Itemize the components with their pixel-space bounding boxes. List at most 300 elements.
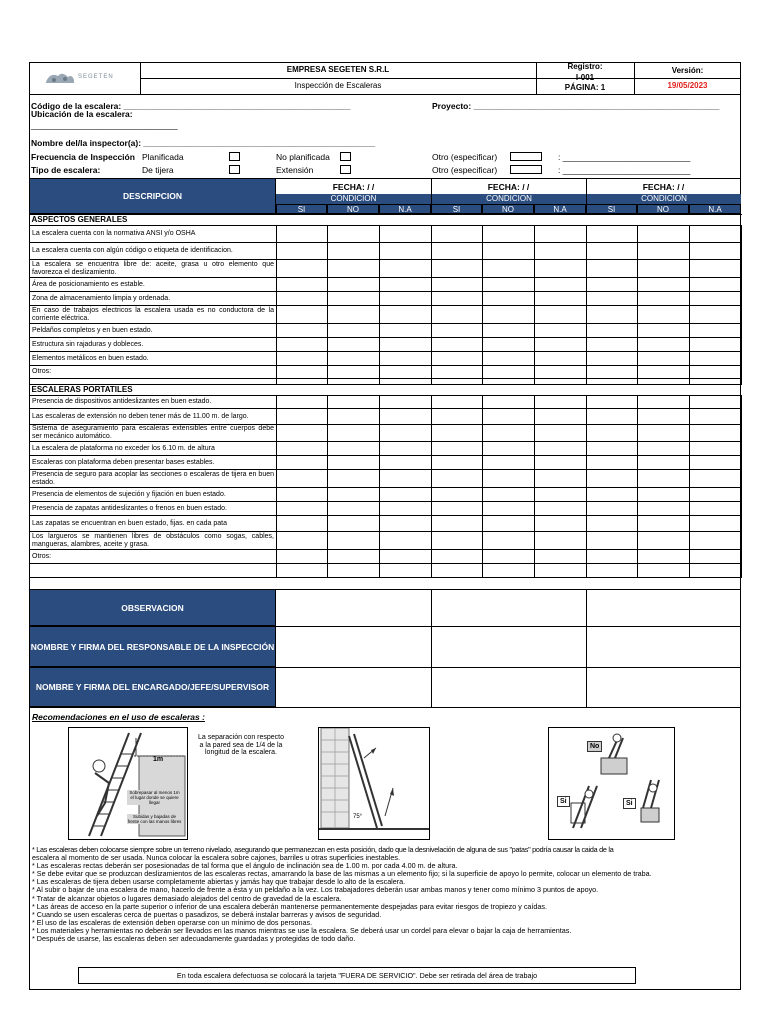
- logo-text: SEGETEN: [78, 74, 114, 80]
- check-cell-si[interactable]: [277, 470, 328, 488]
- table-row: [30, 366, 742, 379]
- check-cell-si[interactable]: [432, 260, 483, 278]
- check-cell-si[interactable]: [587, 278, 638, 292]
- check-cell-no[interactable]: [328, 278, 380, 292]
- check-cell-si[interactable]: [277, 352, 328, 366]
- row-description: La escalera cuenta con algún código o etiqueta de identificacion.: [30, 243, 277, 260]
- check-cell-no[interactable]: [638, 352, 690, 366]
- rec-item: * Las áreas de acceso en la parte superior o inferior de una escalera deberán mantenerse permanentemente despejadas para evitar riesgos de tropiezo y caídas.: [32, 901, 548, 911]
- check-cell-si[interactable]: [277, 366, 328, 379]
- check-cell-no[interactable]: [483, 324, 535, 338]
- responsable-cell-1[interactable]: [277, 627, 430, 666]
- check-cell-na[interactable]: [380, 226, 432, 243]
- check-cell-na[interactable]: [535, 396, 587, 409]
- check-cell-na[interactable]: [535, 226, 587, 243]
- check-cell-no[interactable]: [328, 442, 380, 456]
- frecuencia-label: Frecuencia de Inspección: [31, 152, 135, 162]
- check-cell-na[interactable]: [535, 470, 587, 488]
- check-cell-na[interactable]: [690, 278, 742, 292]
- otro1-field[interactable]: : ___________________________: [558, 152, 691, 162]
- check-cell-si[interactable]: [587, 324, 638, 338]
- check-cell-si[interactable]: [277, 550, 328, 564]
- check-cell-si[interactable]: [432, 243, 483, 260]
- company-name: EMPRESA SEGETEN S.R.L: [286, 65, 390, 74]
- check-cell-si[interactable]: [587, 243, 638, 260]
- table-row: [30, 306, 742, 324]
- check-cell-na[interactable]: [535, 456, 587, 470]
- form-title: Inspección de Escaleras: [294, 81, 382, 90]
- responsable-cell-2[interactable]: [432, 627, 585, 666]
- check-cell-na[interactable]: [535, 366, 587, 379]
- check-cell-no[interactable]: [638, 396, 690, 409]
- check-cell-si[interactable]: [587, 470, 638, 488]
- row-description: Presencia de dispositivos antideslizantes en buen estado.: [30, 396, 277, 409]
- check-cell-si[interactable]: [432, 532, 483, 550]
- observacion-cell-3[interactable]: [587, 590, 740, 625]
- check-cell-no[interactable]: [483, 442, 535, 456]
- check-cell-na[interactable]: [535, 409, 587, 425]
- ubicacion-field[interactable]: _______________________________: [31, 120, 178, 130]
- check-cell-no[interactable]: [638, 226, 690, 243]
- col-na-1: N.A: [379, 204, 431, 214]
- check-cell-no[interactable]: [638, 306, 690, 324]
- check-cell-na[interactable]: [535, 532, 587, 550]
- check-cell-na[interactable]: [535, 550, 587, 564]
- check-cell-si[interactable]: [587, 352, 638, 366]
- check-cell-na[interactable]: [690, 456, 742, 470]
- tijera-checkbox[interactable]: [229, 165, 240, 174]
- check-cell-si[interactable]: [277, 396, 328, 409]
- check-cell-si[interactable]: [277, 226, 328, 243]
- check-cell-si[interactable]: [432, 338, 483, 352]
- check-cell-si[interactable]: [432, 488, 483, 502]
- check-cell-si[interactable]: [277, 442, 328, 456]
- check-cell-si[interactable]: [587, 409, 638, 425]
- section-title: ESCALERAS PORTATILES: [30, 385, 742, 396]
- rec-item: * Al subir o bajar de una escalera de mano, hacerlo de frente a ésta y un peldaño a la vez. Los trabajadores deberán usar ambas manos y tener como mínimo 3 puntos de apoyo.: [32, 885, 599, 895]
- col-si-2: SI: [431, 204, 482, 214]
- check-cell-si[interactable]: [587, 306, 638, 324]
- check-cell-na[interactable]: [535, 278, 587, 292]
- check-cell-si[interactable]: [432, 425, 483, 442]
- no-planificada-checkbox[interactable]: [340, 152, 351, 161]
- registro-code: I-001: [575, 73, 595, 82]
- check-cell-no[interactable]: [483, 352, 535, 366]
- check-cell-si[interactable]: [587, 226, 638, 243]
- check-cell-si[interactable]: [277, 502, 328, 516]
- check-cell-na[interactable]: [380, 425, 432, 442]
- check-cell-si[interactable]: [432, 352, 483, 366]
- check-cell-no[interactable]: [328, 243, 380, 260]
- check-cell-no[interactable]: [483, 456, 535, 470]
- row-description: Peldaños completos y en buen estado.: [30, 324, 277, 338]
- check-cell-si[interactable]: [587, 260, 638, 278]
- check-cell-no[interactable]: [483, 260, 535, 278]
- row-description: Presencia de zapatas antideslizantes o frenos en buen estado.: [30, 502, 277, 516]
- check-cell-na[interactable]: [380, 442, 432, 456]
- label-si-a: Si: [557, 796, 570, 807]
- check-cell-si[interactable]: [587, 550, 638, 564]
- col-no-1: NO: [327, 204, 379, 214]
- check-cell-no[interactable]: [483, 532, 535, 550]
- check-cell-na[interactable]: [690, 470, 742, 488]
- check-cell-no[interactable]: [483, 425, 535, 442]
- section-escaleras-portatiles: [30, 385, 742, 396]
- check-cell-si[interactable]: [277, 260, 328, 278]
- check-cell-si[interactable]: [432, 366, 483, 379]
- rec-item: * Las escaleras rectas deberán ser posesionadas de tal forma que el ángulo de inclinación sea de 1.00 m. por cada 4.00 m. de altura.: [32, 861, 458, 871]
- extension-checkbox[interactable]: [340, 165, 351, 174]
- check-cell-na[interactable]: [690, 532, 742, 550]
- footer-notice-text: En toda escalera defectuosa se colocará la tarjeta "FUERA DE SERVICIO". Debe ser retirada del área de trabajo: [176, 971, 538, 980]
- check-cell-no[interactable]: [483, 396, 535, 409]
- observacion-label: OBSERVACION: [29, 589, 276, 626]
- check-cell-no[interactable]: [328, 470, 380, 488]
- check-cell-na[interactable]: [690, 260, 742, 278]
- check-cell-si[interactable]: [432, 456, 483, 470]
- check-cell-si[interactable]: [432, 226, 483, 243]
- check-cell-no[interactable]: [638, 243, 690, 260]
- check-cell-na[interactable]: [690, 502, 742, 516]
- table-row: [30, 502, 742, 516]
- check-cell-na[interactable]: [380, 324, 432, 338]
- check-cell-na[interactable]: [380, 352, 432, 366]
- check-cell-no[interactable]: [638, 409, 690, 425]
- check-cell-na[interactable]: [690, 366, 742, 379]
- check-cell-no[interactable]: [328, 550, 380, 564]
- otro2-box[interactable]: [510, 165, 542, 174]
- check-cell-no[interactable]: [483, 488, 535, 502]
- empty-cell[interactable]: [380, 564, 432, 578]
- table-row: [30, 516, 742, 532]
- check-cell-na[interactable]: [535, 425, 587, 442]
- check-cell-na[interactable]: [690, 409, 742, 425]
- check-cell-no[interactable]: [483, 226, 535, 243]
- check-cell-si[interactable]: [587, 396, 638, 409]
- rec-item: * Tratar de alcanzar objetos o lugares demasiado alejados del centro de gravedad de la escalera.: [32, 893, 342, 903]
- check-cell-no[interactable]: [328, 425, 380, 442]
- check-cell-na[interactable]: [380, 516, 432, 532]
- check-cell-na[interactable]: [535, 306, 587, 324]
- empty-cell[interactable]: [587, 564, 638, 578]
- responsable-label: NOMBRE Y FIRMA DEL RESPONSABLE DE LA INSPECCIÓN: [29, 626, 276, 667]
- ladder-wall-icon: [319, 728, 429, 839]
- check-cell-no[interactable]: [638, 442, 690, 456]
- check-cell-na[interactable]: [690, 338, 742, 352]
- fecha-header-2[interactable]: FECHA: / /: [487, 182, 530, 192]
- figure-ladder-climb: [68, 727, 188, 840]
- encargado-label: NOMBRE Y FIRMA DEL ENCARGADO/JEFE/SUPERVISOR: [29, 667, 276, 707]
- condicion-header-2: CONDICION: [431, 194, 586, 204]
- check-cell-na[interactable]: [380, 532, 432, 550]
- check-cell-no[interactable]: [328, 306, 380, 324]
- row-description: Presencia de seguro para acoplar las secciones o escaleras de tijera en buen estado.: [30, 470, 277, 488]
- check-cell-na[interactable]: [380, 338, 432, 352]
- check-cell-si[interactable]: [277, 456, 328, 470]
- rec-item: * Cuando se usen escaleras cerca de puertas o pasadizos, se deberá instalar barreras y avisos de seguridad.: [32, 909, 382, 919]
- row-description: Elementos metálicos en buen estado.: [30, 352, 277, 366]
- row-description: Otros:: [30, 550, 277, 564]
- check-cell-na[interactable]: [380, 456, 432, 470]
- fecha-header-3[interactable]: FECHA: / /: [642, 182, 685, 192]
- check-cell-na[interactable]: [690, 226, 742, 243]
- check-cell-no[interactable]: [638, 366, 690, 379]
- empty-cell[interactable]: [483, 564, 535, 578]
- fecha-header-1[interactable]: FECHA: / /: [332, 182, 375, 192]
- check-cell-si[interactable]: [432, 516, 483, 532]
- check-cell-no[interactable]: [483, 550, 535, 564]
- empty-cell[interactable]: [432, 564, 483, 578]
- table-row: [30, 456, 742, 470]
- col-si-3: SI: [586, 204, 637, 214]
- observacion-cell-1[interactable]: [277, 590, 430, 625]
- table-row: [30, 396, 742, 409]
- check-cell-na[interactable]: [380, 292, 432, 306]
- check-cell-na[interactable]: [690, 396, 742, 409]
- check-cell-no[interactable]: [638, 278, 690, 292]
- check-cell-no[interactable]: [483, 409, 535, 425]
- check-cell-no[interactable]: [328, 409, 380, 425]
- check-cell-si[interactable]: [277, 324, 328, 338]
- check-cell-no[interactable]: [483, 292, 535, 306]
- pagina: PÁGINA: 1: [564, 83, 606, 92]
- check-cell-si[interactable]: [587, 292, 638, 306]
- check-cell-no[interactable]: [328, 226, 380, 243]
- fig1-caption-2: Subidas y bajadas de frente con las manos libres: [127, 814, 182, 824]
- check-cell-no[interactable]: [328, 488, 380, 502]
- check-cell-si[interactable]: [587, 442, 638, 456]
- check-cell-no[interactable]: [328, 532, 380, 550]
- row-description: Área de posicionamiento es estable.: [30, 278, 277, 292]
- encargado-cell-2[interactable]: [432, 668, 585, 706]
- row-description: Las zapatas se encuentran en buen estado, fijas. en cada pata: [30, 516, 277, 532]
- table-row: [30, 470, 742, 488]
- check-cell-si[interactable]: [277, 278, 328, 292]
- check-cell-no[interactable]: [638, 456, 690, 470]
- table-row: [30, 532, 742, 550]
- table-row: [30, 409, 742, 425]
- check-cell-si[interactable]: [277, 338, 328, 352]
- check-cell-no[interactable]: [638, 260, 690, 278]
- check-cell-no[interactable]: [483, 366, 535, 379]
- check-cell-si[interactable]: [432, 502, 483, 516]
- check-cell-na[interactable]: [380, 409, 432, 425]
- check-cell-si[interactable]: [277, 425, 328, 442]
- angle-label: 75°: [353, 814, 363, 820]
- check-cell-no[interactable]: [328, 338, 380, 352]
- check-cell-na[interactable]: [535, 292, 587, 306]
- check-cell-si[interactable]: [587, 532, 638, 550]
- empty-cell: [30, 564, 277, 578]
- check-cell-no[interactable]: [483, 243, 535, 260]
- check-cell-no[interactable]: [638, 502, 690, 516]
- encargado-cell-3[interactable]: [587, 668, 740, 706]
- check-cell-no[interactable]: [483, 502, 535, 516]
- check-cell-si[interactable]: [587, 502, 638, 516]
- check-cell-si[interactable]: [432, 396, 483, 409]
- table-row: [30, 324, 742, 338]
- row-description: Otros:: [30, 366, 277, 379]
- company-logo: [40, 68, 130, 88]
- encargado-cell-1[interactable]: [277, 668, 430, 706]
- empty-cell[interactable]: [535, 564, 587, 578]
- otro2-field[interactable]: : ___________________________: [558, 165, 691, 175]
- check-cell-na[interactable]: [380, 306, 432, 324]
- check-cell-na[interactable]: [535, 488, 587, 502]
- check-cell-no[interactable]: [483, 470, 535, 488]
- table-row: [30, 260, 742, 278]
- check-cell-si[interactable]: [587, 516, 638, 532]
- check-cell-no[interactable]: [483, 338, 535, 352]
- check-cell-si[interactable]: [587, 338, 638, 352]
- check-cell-na[interactable]: [380, 470, 432, 488]
- check-cell-na[interactable]: [690, 488, 742, 502]
- check-cell-si[interactable]: [432, 409, 483, 425]
- check-cell-no[interactable]: [328, 502, 380, 516]
- check-cell-na[interactable]: [535, 502, 587, 516]
- rec-item: escalera al momento de ser usada. Nunca colocar la escalera sobre cajones, barriles u otras superficies inestables.: [32, 853, 400, 863]
- check-cell-no[interactable]: [328, 396, 380, 409]
- check-cell-no[interactable]: [483, 278, 535, 292]
- empty-cell[interactable]: [277, 564, 328, 578]
- check-cell-si[interactable]: [432, 306, 483, 324]
- section-aspectos-generales: [30, 215, 742, 226]
- check-cell-si[interactable]: [587, 366, 638, 379]
- check-cell-na[interactable]: [690, 516, 742, 532]
- codigo-field[interactable]: Código de la escalera: ________________________________________________: [31, 101, 351, 111]
- row-description: Las escaleras de extensión no deben tener más de 11.00 m. de largo.: [30, 409, 277, 425]
- check-cell-no[interactable]: [483, 516, 535, 532]
- label-no: No: [587, 741, 602, 752]
- row-description: En caso de trabajos electricos la escalera usada es no conductora de la corriente eléctrica.: [30, 306, 277, 324]
- fig1-caption-1: Sobrepasar al menos 1m el lugar donde se quiere llegar: [127, 790, 182, 805]
- check-cell-no[interactable]: [638, 324, 690, 338]
- separacion-text: La separación con respecto a la pared sea de 1/4 de la longitud de la escalera.: [198, 734, 284, 756]
- check-cell-no[interactable]: [328, 324, 380, 338]
- check-cell-si[interactable]: [432, 442, 483, 456]
- check-cell-si[interactable]: [277, 306, 328, 324]
- col-na-3: N.A: [689, 204, 741, 214]
- check-cell-na[interactable]: [535, 338, 587, 352]
- check-cell-na[interactable]: [690, 306, 742, 324]
- check-cell-na[interactable]: [535, 324, 587, 338]
- check-cell-si[interactable]: [432, 278, 483, 292]
- rec-item: * El uso de las escaleras de extensión deben operarse con un mínimo de dos personas.: [32, 917, 313, 927]
- check-cell-si[interactable]: [432, 470, 483, 488]
- check-cell-no[interactable]: [328, 292, 380, 306]
- figure-ladder-wall: [318, 727, 430, 840]
- row-description: Escaleras con plataforma deben presentar bases estables.: [30, 456, 277, 470]
- check-cell-na[interactable]: [690, 243, 742, 260]
- planificada-checkbox[interactable]: [229, 152, 240, 161]
- check-cell-no[interactable]: [638, 470, 690, 488]
- rec-item: * Las escaleras de tijera deben usarse completamente abiertas y jamás hay que trabajar desde lo alto de la escalera.: [32, 877, 406, 887]
- check-cell-si[interactable]: [277, 409, 328, 425]
- check-cell-no[interactable]: [328, 516, 380, 532]
- check-cell-no[interactable]: [328, 456, 380, 470]
- check-cell-na[interactable]: [380, 488, 432, 502]
- row-description: Sistema de aseguramiento para escaleras extensibles entre cuerpos debe ser mecánico automático.: [30, 425, 277, 442]
- check-cell-na[interactable]: [535, 352, 587, 366]
- check-cell-no[interactable]: [483, 306, 535, 324]
- spacer-row: [30, 564, 742, 578]
- proyecto-field[interactable]: Proyecto: ____________________________________________________: [432, 101, 720, 111]
- check-cell-si[interactable]: [277, 488, 328, 502]
- check-cell-no[interactable]: [638, 488, 690, 502]
- check-cell-na[interactable]: [690, 292, 742, 306]
- check-cell-na[interactable]: [380, 278, 432, 292]
- check-cell-no[interactable]: [328, 366, 380, 379]
- row-description: Zona de almacenamiento limpia y ordenada.: [30, 292, 277, 306]
- check-cell-si[interactable]: [277, 516, 328, 532]
- extension-label: Extensión: [276, 165, 314, 175]
- check-cell-na[interactable]: [535, 260, 587, 278]
- empty-cell[interactable]: [328, 564, 380, 578]
- check-cell-si[interactable]: [432, 324, 483, 338]
- check-cell-si[interactable]: [277, 292, 328, 306]
- version-label: Versión:: [671, 66, 704, 75]
- tijera-label: De tijera: [142, 165, 174, 175]
- check-cell-na[interactable]: [690, 324, 742, 338]
- check-cell-na[interactable]: [380, 260, 432, 278]
- table-row: [30, 550, 742, 564]
- check-cell-no[interactable]: [638, 425, 690, 442]
- label-si-b: Si: [623, 798, 636, 809]
- check-cell-no[interactable]: [638, 516, 690, 532]
- footer-notice: [78, 967, 636, 984]
- check-cell-na[interactable]: [690, 352, 742, 366]
- col-no-2: NO: [482, 204, 534, 214]
- table-row: [30, 442, 742, 456]
- check-cell-si[interactable]: [432, 550, 483, 564]
- section-title: ASPECTOS GENERALES: [30, 215, 742, 226]
- check-cell-na[interactable]: [380, 366, 432, 379]
- check-cell-na[interactable]: [690, 442, 742, 456]
- check-cell-na[interactable]: [535, 243, 587, 260]
- check-cell-si[interactable]: [587, 488, 638, 502]
- empty-cell[interactable]: [638, 564, 690, 578]
- recommendations-list: [32, 846, 737, 943]
- row-description: La escalera se encuentra libre de: aceite, grasa u otro elemento que favorezca el deslizamiento.: [30, 260, 277, 278]
- check-cell-na[interactable]: [690, 550, 742, 564]
- check-cell-na[interactable]: [380, 396, 432, 409]
- check-cell-si[interactable]: [277, 243, 328, 260]
- check-cell-na[interactable]: [380, 550, 432, 564]
- check-cell-no[interactable]: [328, 260, 380, 278]
- check-cell-na[interactable]: [380, 502, 432, 516]
- check-cell-si[interactable]: [587, 456, 638, 470]
- check-cell-no[interactable]: [638, 550, 690, 564]
- empty-cell[interactable]: [690, 564, 742, 578]
- check-cell-na[interactable]: [690, 425, 742, 442]
- observacion-cell-2[interactable]: [432, 590, 585, 625]
- otro1-box[interactable]: [510, 152, 542, 161]
- check-cell-si[interactable]: [587, 425, 638, 442]
- check-cell-na[interactable]: [535, 442, 587, 456]
- check-cell-si[interactable]: [432, 292, 483, 306]
- check-cell-si[interactable]: [277, 532, 328, 550]
- table-row: [30, 292, 742, 306]
- check-cell-no[interactable]: [638, 532, 690, 550]
- check-cell-na[interactable]: [380, 243, 432, 260]
- check-cell-no[interactable]: [328, 352, 380, 366]
- check-cell-no[interactable]: [638, 338, 690, 352]
- responsable-cell-3[interactable]: [587, 627, 740, 666]
- inspector-field[interactable]: Nombre del/la inspector(a): _________________________________________________: [31, 138, 376, 148]
- planificada-label: Planificada: [142, 152, 184, 162]
- check-cell-no[interactable]: [638, 292, 690, 306]
- check-cell-na[interactable]: [535, 516, 587, 532]
